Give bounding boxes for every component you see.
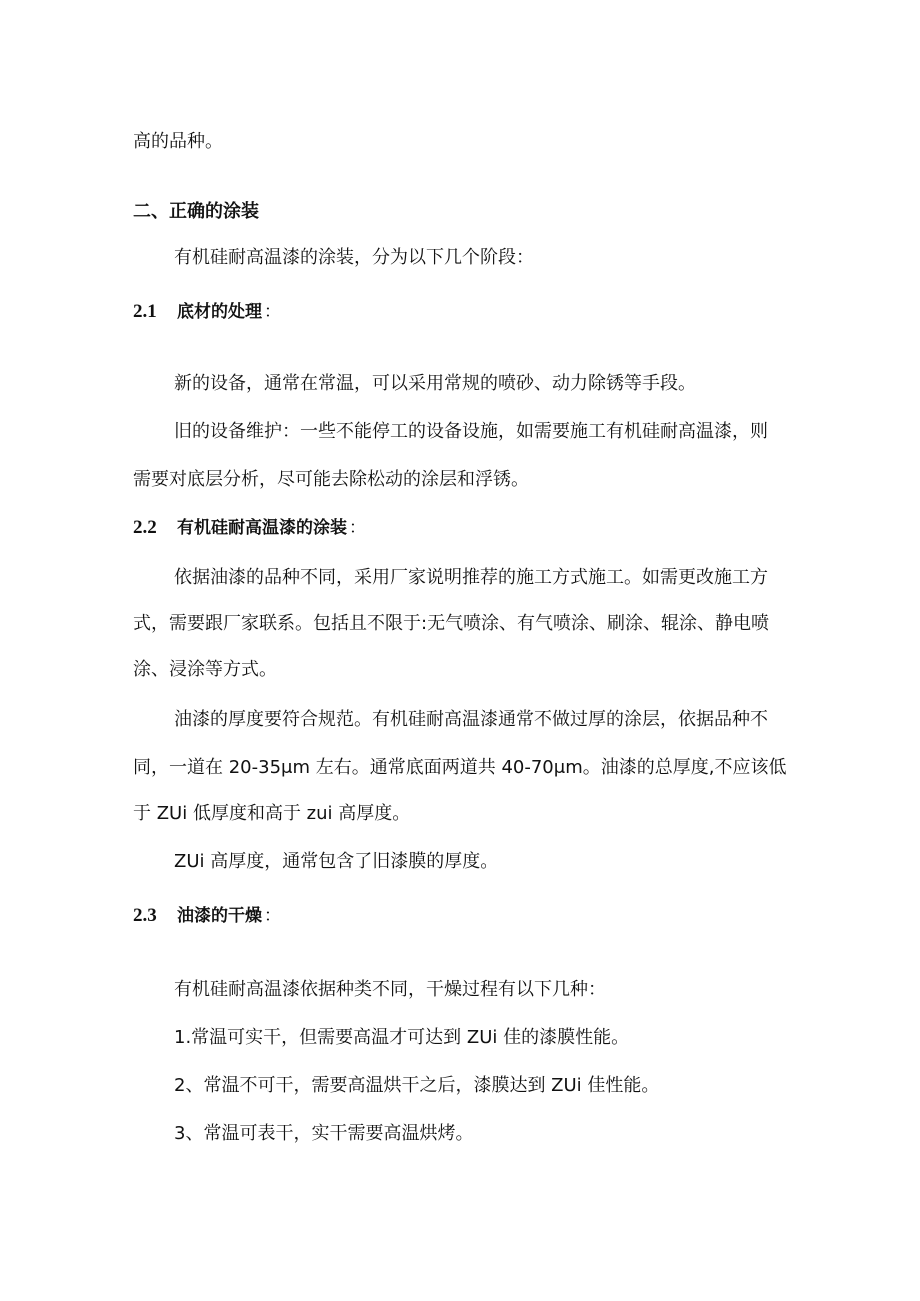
section-2-intro: 有机硅耐高温漆的涂装，分为以下几个阶段： <box>174 247 534 268</box>
paragraph-2-2-thickness-line-1: 油漆的厚度要符合规范。有机硅耐高温漆通常不做过厚的涂层，依据品种不 <box>174 709 768 730</box>
paragraph-2-2-thickness-line-3: 于 ZUi 低厚度和高于 zui 高厚度。 <box>133 803 411 824</box>
paragraph-2-2-method-line-1: 依据油漆的品种不同，采用厂家说明推荐的施工方式施工。如需更改施工方 <box>174 567 768 588</box>
subsection-2-2-number: 2.2 <box>133 517 157 538</box>
subsection-2-3-title: 油漆的干燥 <box>177 906 262 926</box>
paragraph-intro-tail: 高的品种。 <box>133 131 223 152</box>
paragraph-2-1-new-equipment: 新的设备，通常在常温，可以采用常规的喷砂、动力除锈等手段。 <box>174 373 696 394</box>
paragraph-2-2-thickness-line-2: 同，一道在 20-35μm 左右。通常底面两道共 40-70μm。油漆的总厚度,不应该低 <box>133 757 787 778</box>
list-item-drying-3: 3、常温可表干，实干需要高温烘烤。 <box>174 1123 474 1144</box>
subsection-2-3-number: 2.3 <box>133 905 157 926</box>
subsection-2-1-colon: ： <box>264 302 281 322</box>
paragraph-2-2-method-line-3: 涂、浸涂等方式。 <box>133 659 277 680</box>
paragraph-2-2-max-thickness: ZUi 高厚度，通常包含了旧漆膜的厚度。 <box>174 851 499 872</box>
list-item-drying-2: 2、常温不可干，需要高温烘干之后，漆膜达到 ZUi 佳性能。 <box>174 1075 660 1096</box>
subsection-2-2-colon: ： <box>349 518 366 538</box>
paragraph-2-1-old-equipment-line-2: 需要对底层分析，尽可能去除松动的涂层和浮锈。 <box>133 469 529 490</box>
list-item-drying-1: 1.常温可实干，但需要高温才可达到 ZUi 佳的漆膜性能。 <box>174 1027 630 1048</box>
paragraph-2-1-old-equipment-line-1: 旧的设备维护：一些不能停工的设备设施，如需要施工有机硅耐高温漆，则 <box>174 421 768 442</box>
subsection-2-1-title: 底材的处理 <box>177 302 262 322</box>
subsection-2-1-heading <box>133 300 281 324</box>
section-2-heading: 二、正确的涂装 <box>133 201 259 222</box>
paragraph-2-2-method-line-2: 式，需要跟厂家联系。包括且不限于:无气喷涂、有气喷涂、刷涂、辊涂、静电喷 <box>133 613 770 634</box>
subsection-2-3-heading <box>133 904 281 928</box>
subsection-2-2-heading <box>133 516 366 540</box>
paragraph-2-3-drying-intro: 有机硅耐高温漆依据种类不同，干燥过程有以下几种： <box>174 979 606 1000</box>
subsection-2-1-number: 2.1 <box>133 301 157 322</box>
subsection-2-3-colon: ： <box>264 906 281 926</box>
subsection-2-2-title: 有机硅耐高温漆的涂装 <box>177 518 347 538</box>
